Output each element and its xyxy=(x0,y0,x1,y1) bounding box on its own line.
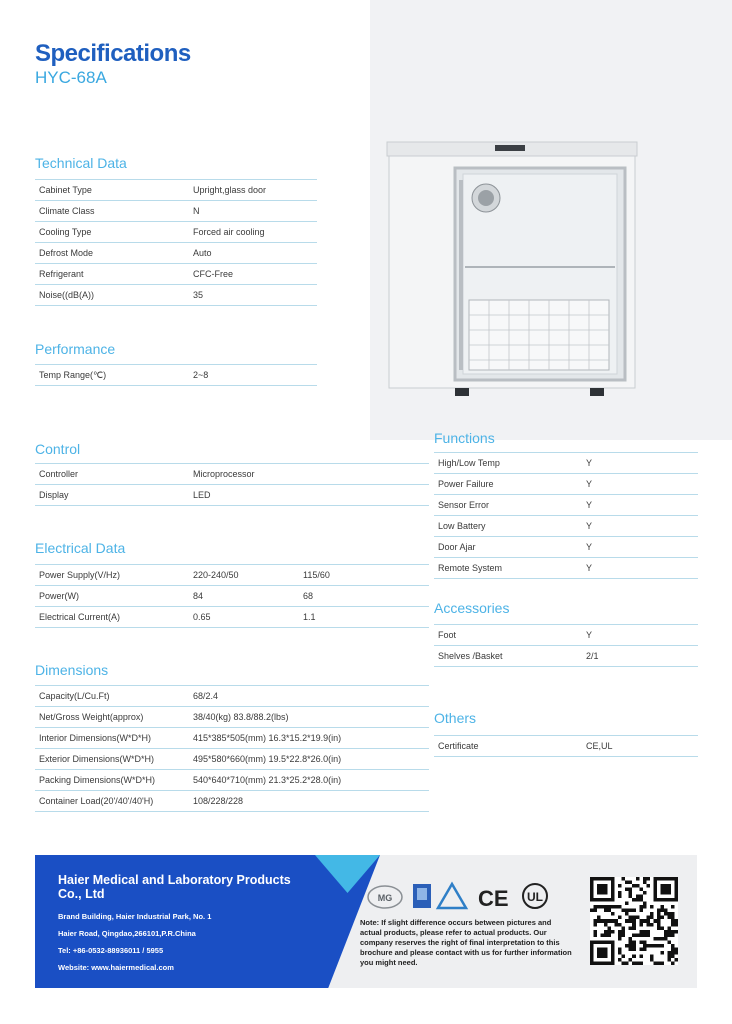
performance-heading: Performance xyxy=(35,341,116,357)
dimensions-row xyxy=(35,728,429,749)
dimensions-value: 68/2.4 xyxy=(189,686,429,707)
electrical-value: 0.65 xyxy=(189,607,299,628)
performance-row xyxy=(35,365,317,386)
performance-table xyxy=(35,364,317,386)
dimensions-value: 38/40(kg) 83.8/88.2(lbs) xyxy=(189,707,429,728)
technical-label: Refrigerant xyxy=(35,264,189,285)
dimensions-heading: Dimensions xyxy=(35,662,109,678)
disclaimer-note: Note: If slight difference occurs between pictures and actual products, please refer to actual products. Our company reserves the right of final interpretation to this brochure and please contact with us for further information you might need. xyxy=(360,918,572,967)
functions-row xyxy=(434,474,698,495)
technical-label: Cabinet Type xyxy=(35,180,189,201)
telephone: Tel: +86-0532-88936011 / 5955 xyxy=(58,946,164,955)
dimensions-label: Net/Gross Weight(approx) xyxy=(35,707,189,728)
technical-label: Cooling Type xyxy=(35,222,189,243)
accessories-heading: Accessories xyxy=(434,600,510,616)
company-name: Haier Medical and Laboratory Products Co., Ltd xyxy=(58,873,291,901)
ce-mark-icon: CE xyxy=(478,886,509,911)
page-title: Specifications xyxy=(35,40,191,67)
dimensions-row xyxy=(35,686,429,707)
functions-row xyxy=(434,453,698,474)
electrical-row xyxy=(35,565,429,586)
technical-table xyxy=(35,179,317,306)
technical-row xyxy=(35,285,317,306)
accessories-label: Shelves /Basket xyxy=(434,646,582,667)
mg-icon xyxy=(368,886,402,908)
functions-label: Power Failure xyxy=(434,474,582,495)
functions-label: Low Battery xyxy=(434,516,582,537)
dimensions-row xyxy=(35,707,429,728)
technical-heading: Technical Data xyxy=(35,155,127,171)
technical-label: Defrost Mode xyxy=(35,243,189,264)
dimensions-value: 108/228/228 xyxy=(189,791,429,812)
electrical-row xyxy=(35,607,429,628)
others-label: Certificate xyxy=(434,736,582,757)
ul-mark-icon xyxy=(523,884,547,908)
electrical-label: Electrical Current(A) xyxy=(35,607,189,628)
technical-value: Upright,glass door xyxy=(189,180,317,201)
refrigerator-image xyxy=(385,140,639,405)
mg-logo-text: MG xyxy=(377,893,393,903)
functions-value: Y xyxy=(582,474,698,495)
medical-cert-icon xyxy=(413,884,431,908)
control-heading: Control xyxy=(35,441,81,457)
functions-row xyxy=(434,558,698,579)
accessories-row xyxy=(434,625,698,646)
control-label: Controller xyxy=(35,464,189,485)
dimensions-label: Container Load(20'/40'/40'H) xyxy=(35,791,189,812)
functions-label: Remote System xyxy=(434,558,582,579)
technical-row xyxy=(35,222,317,243)
functions-label: Sensor Error xyxy=(434,495,582,516)
others-table xyxy=(434,735,698,757)
technical-label: Noise((dB(A)) xyxy=(35,285,189,306)
functions-row xyxy=(434,537,698,558)
functions-row xyxy=(434,495,698,516)
performance-label: Temp Range(℃) xyxy=(35,365,189,386)
electrical-value: 84 xyxy=(189,586,299,607)
dimensions-value: 495*580*660(mm) 19.5*22.8*26.0(in) xyxy=(189,749,429,770)
electrical-table xyxy=(35,564,429,628)
technical-value: CFC-Free xyxy=(189,264,317,285)
qr-code-icon xyxy=(590,877,678,965)
electrical-value: 1.1 xyxy=(299,607,429,628)
accessories-table xyxy=(434,624,698,667)
ul-mark-text: UL xyxy=(527,890,543,904)
others-value: CE,UL xyxy=(582,736,698,757)
functions-row xyxy=(434,516,698,537)
dimensions-label: Exterior Dimensions(W*D*H) xyxy=(35,749,189,770)
technical-row xyxy=(35,264,317,285)
technical-value: N xyxy=(189,201,317,222)
functions-value: Y xyxy=(582,516,698,537)
electrical-row xyxy=(35,586,429,607)
control-label: Display xyxy=(35,485,189,506)
functions-label: High/Low Temp xyxy=(434,453,582,474)
accessories-value: Y xyxy=(582,625,698,646)
technical-value: Auto xyxy=(189,243,317,264)
electrical-label: Power(W) xyxy=(35,586,189,607)
accessories-label: Foot xyxy=(434,625,582,646)
electrical-heading: Electrical Data xyxy=(35,540,126,556)
dimensions-value: 415*385*505(mm) 16.3*15.2*19.9(in) xyxy=(189,728,429,749)
address-line-2: Haier Road, Qingdao,266101,P.R.China xyxy=(58,929,196,938)
technical-row xyxy=(35,180,317,201)
functions-value: Y xyxy=(582,495,698,516)
dimensions-row xyxy=(35,749,429,770)
warning-triangle-icon xyxy=(438,884,466,908)
dimensions-row xyxy=(35,791,429,812)
model-number: HYC-68A xyxy=(35,68,107,87)
technical-value: 35 xyxy=(189,285,317,306)
others-row xyxy=(434,736,698,757)
address-line-1: Brand Building, Haier Industrial Park, No. 1 xyxy=(58,912,212,921)
technical-row xyxy=(35,201,317,222)
website: Website: www.haiermedical.com xyxy=(58,963,174,972)
functions-heading: Functions xyxy=(434,430,495,446)
functions-value: Y xyxy=(582,537,698,558)
others-heading: Others xyxy=(434,710,477,726)
certification-logos xyxy=(365,880,575,912)
dimensions-row xyxy=(35,770,429,791)
electrical-value: 115/60 xyxy=(299,565,429,586)
functions-value: Y xyxy=(582,453,698,474)
electrical-label: Power Supply(V/Hz) xyxy=(35,565,189,586)
technical-value: Forced air cooling xyxy=(189,222,317,243)
electrical-value: 220-240/50 xyxy=(189,565,299,586)
dimensions-label: Capacity(L/Cu.Ft) xyxy=(35,686,189,707)
electrical-value: 68 xyxy=(299,586,429,607)
functions-table xyxy=(434,452,698,579)
dimensions-value: 540*640*710(mm) 21.3*25.2*28.0(in) xyxy=(189,770,429,791)
technical-row xyxy=(35,243,317,264)
functions-value: Y xyxy=(582,558,698,579)
accessories-value: 2/1 xyxy=(582,646,698,667)
technical-label: Climate Class xyxy=(35,201,189,222)
performance-value: 2~8 xyxy=(189,365,317,386)
functions-label: Door Ajar xyxy=(434,537,582,558)
control-value: Microprocessor xyxy=(189,464,429,485)
dimensions-table xyxy=(35,685,429,812)
dimensions-label: Packing Dimensions(W*D*H) xyxy=(35,770,189,791)
dimensions-label: Interior Dimensions(W*D*H) xyxy=(35,728,189,749)
accessories-row xyxy=(434,646,698,667)
control-row xyxy=(35,485,429,506)
control-table xyxy=(35,463,429,506)
control-row xyxy=(35,464,429,485)
control-value: LED xyxy=(189,485,429,506)
